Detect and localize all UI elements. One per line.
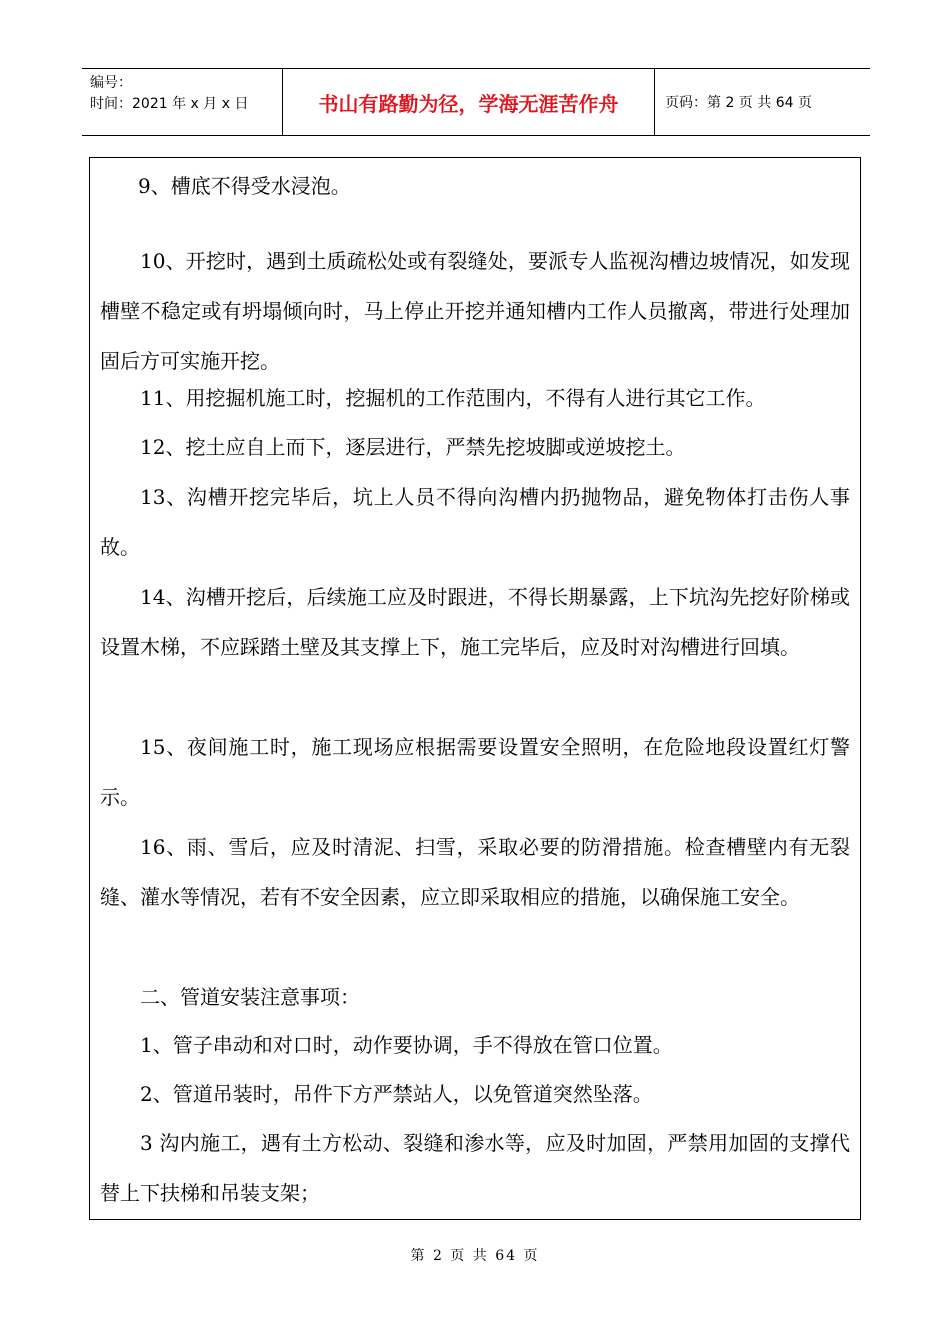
paragraph: 10、开挖时，遇到土质疏松处或有裂缝处，要派专人监视沟槽边坡情况，如发现槽壁不稳定或有坍塌倾向时，马上停止开挖并通知槽内工作人员撤离，带进行处理加固后方可实施开挖。 bbox=[100, 249, 850, 373]
paragraph: 11、用挖掘机施工时，挖掘机的工作范围内，不得有人进行其它工作。 bbox=[140, 386, 766, 410]
header-motto-cell bbox=[283, 69, 655, 135]
header-motto: 书山有路勤为径，学海无涯苦作舟 bbox=[318, 91, 619, 116]
paragraph: 16、雨、雪后，应及时清泥、扫雪，采取必要的防滑措施。检查槽壁内有无裂缝、灌水等情况，若有不安全因素，应立即采取相应的措施，以确保施工安全。 bbox=[100, 835, 850, 909]
paragraph: 1、管子串动和对口时，动作要协调，手不得放在管口位置。 bbox=[140, 1033, 673, 1057]
paragraph: 9、槽底不得受水浸泡。 bbox=[138, 174, 351, 198]
section-heading: 二、管道安装注意事项： bbox=[140, 985, 360, 1009]
header-info bbox=[82, 69, 283, 135]
page-header bbox=[82, 68, 870, 136]
paragraph: 15、夜间施工时，施工现场应根据需要设置安全照明，在危险地段设置红灯警示。 bbox=[100, 735, 850, 809]
paragraph: 14、沟槽开挖后，后续施工应及时跟进，不得长期暴露，上下坑沟先挖好阶梯或设置木梯，不应踩踏土壁及其支撑上下，施工完毕后，应及时对沟槽进行回填。 bbox=[100, 585, 850, 659]
paragraph: 13、沟槽开挖完毕后，坑上人员不得向沟槽内扔抛物品，避免物体打击伤人事故。 bbox=[100, 485, 850, 559]
document-number: 编号： bbox=[90, 75, 132, 91]
paragraph: 12、挖土应自上而下，逐层进行，严禁先挖坡脚或逆坡挖土。 bbox=[140, 435, 686, 459]
document-date: 时间：2021 年 x 月 x 日 bbox=[90, 96, 249, 112]
content-box bbox=[89, 157, 861, 1220]
header-page-cell bbox=[655, 69, 870, 135]
header-page-number: 页码：第 2 页 共 64 页 bbox=[665, 95, 812, 111]
page-footer: 第 2 页 共 64 页 bbox=[410, 1248, 540, 1264]
paragraph: 3 沟内施工，遇有土方松动、裂缝和渗水等，应及时加固，严禁用加固的支撑代替上下扶梯和吊装支架； bbox=[100, 1131, 850, 1205]
paragraph: 2、管道吊装时，吊件下方严禁站人，以免管道突然坠落。 bbox=[140, 1082, 653, 1106]
